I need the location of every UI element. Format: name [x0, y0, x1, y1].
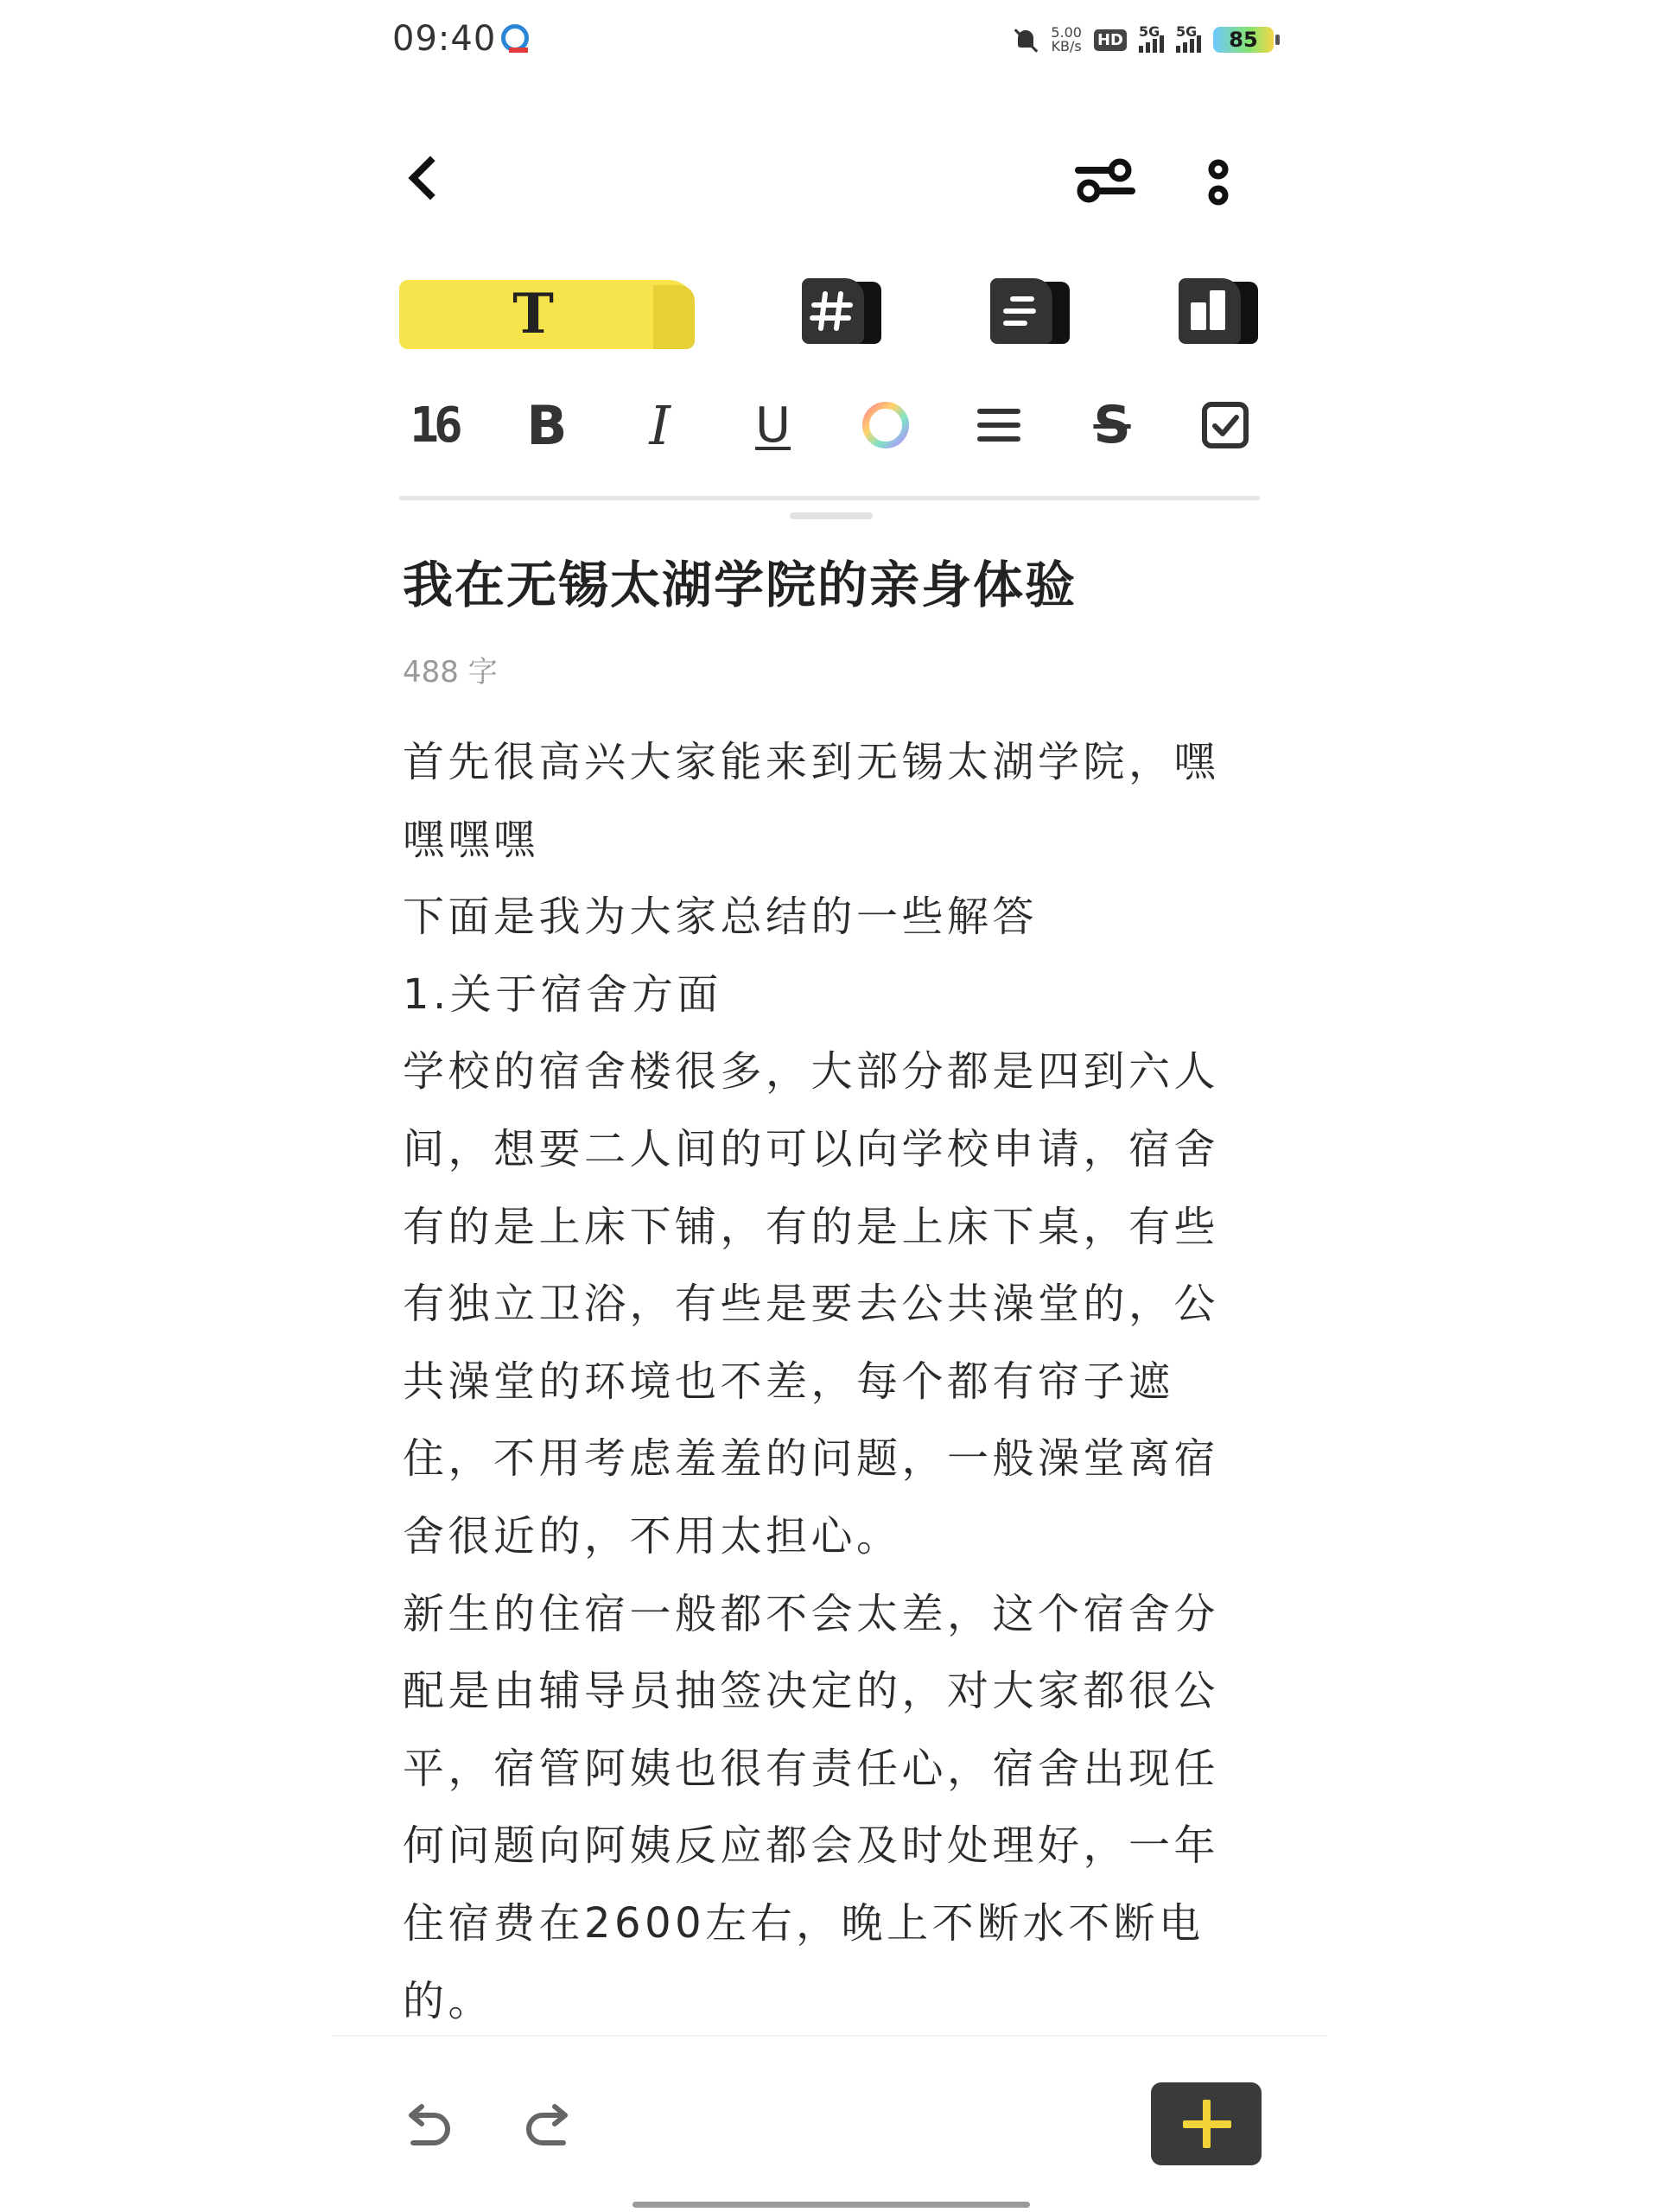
signal-label: 5G [1176, 23, 1198, 40]
signal-label: 5G [1139, 23, 1160, 40]
network-speed-value: 5.00 [1051, 24, 1082, 41]
add-icon[interactable] [1151, 2082, 1262, 2165]
strikethrough-button[interactable]: S [1093, 395, 1131, 455]
note-paragraph: 学校的宿舍楼很多，大部分都是四到六人间，想要二人间的可以向学校申请，宿舍有的是上床下铺，有的是上床下桌，有些有独立卫浴，有些是要去公共澡堂的，公共澡堂的环境也不差，每个都有帘子遮住，不用考虑羞羞的问题，一般澡堂离宿舍很近的，不用太担心。 [403, 1047, 1220, 1560]
signal-icon [1139, 23, 1164, 53]
note-paragraph: 新生的住宿一般都不会太差，这个宿舍分配是由辅导员抽签决定的，对大家都很公平，宿管阿姨也很有责任心，宿舍出现任何问题向阿姨反应都会及时处理好，一年住宿费在2600左右，晚上不断水不断电的。 [403, 1589, 1220, 2025]
drag-handle[interactable] [790, 512, 873, 519]
word-count: 488 字 [403, 655, 498, 690]
note-paragraph: 下面是我为大家总结的一些解答 [403, 893, 1039, 942]
bold-button[interactable]: B [526, 393, 568, 457]
text-mode-icon: T [512, 282, 554, 346]
underline-button[interactable]: U [755, 397, 791, 454]
redo-icon[interactable] [515, 2091, 584, 2160]
network-speed-unit: KB/s [1051, 38, 1082, 54]
undo-icon[interactable] [392, 2091, 461, 2160]
signal-icon [1176, 23, 1201, 53]
tag-mode-icon[interactable] [802, 275, 881, 347]
more-vertical-icon[interactable] [1199, 147, 1237, 216]
note-body[interactable] [403, 724, 1258, 2040]
align-icon[interactable] [964, 391, 1033, 460]
app-badge-icon [501, 24, 529, 52]
layout-mode-icon[interactable] [1179, 275, 1258, 347]
bottom-divider [332, 2035, 1327, 2037]
note-paragraph: 首先很高兴大家能来到无锡太湖学院，嘿嘿嘿嘿 [403, 738, 1220, 864]
text-mode-tab[interactable] [399, 280, 695, 349]
italic-button[interactable]: I [649, 393, 671, 457]
top-bar [335, 138, 1324, 216]
format-toolbar [399, 391, 1260, 460]
network-speed [1051, 26, 1082, 54]
status-indicators [1013, 21, 1274, 59]
checkbox-icon[interactable] [1191, 391, 1260, 460]
font-size-button[interactable]: 16 [410, 397, 458, 454]
battery-icon: 85 [1213, 27, 1274, 53]
text-color-icon[interactable] [851, 391, 920, 460]
note-paragraph: 1.关于宿舍方面 [403, 969, 722, 1019]
filter-icon[interactable] [1070, 147, 1139, 216]
status-time: 09:40 [392, 19, 497, 59]
home-indicator[interactable] [632, 2202, 1030, 2208]
note-title[interactable]: 我在无锡太湖学院的亲身体验 [403, 556, 1077, 614]
mode-tabs [335, 275, 1324, 353]
back-icon[interactable] [401, 154, 449, 202]
mute-icon [1013, 27, 1039, 53]
hd-badge: HD [1094, 29, 1127, 51]
list-mode-icon[interactable] [990, 275, 1070, 347]
note-editor-screen [335, 0, 1324, 2212]
status-bar [335, 16, 1324, 67]
toolbar-divider [399, 496, 1260, 500]
